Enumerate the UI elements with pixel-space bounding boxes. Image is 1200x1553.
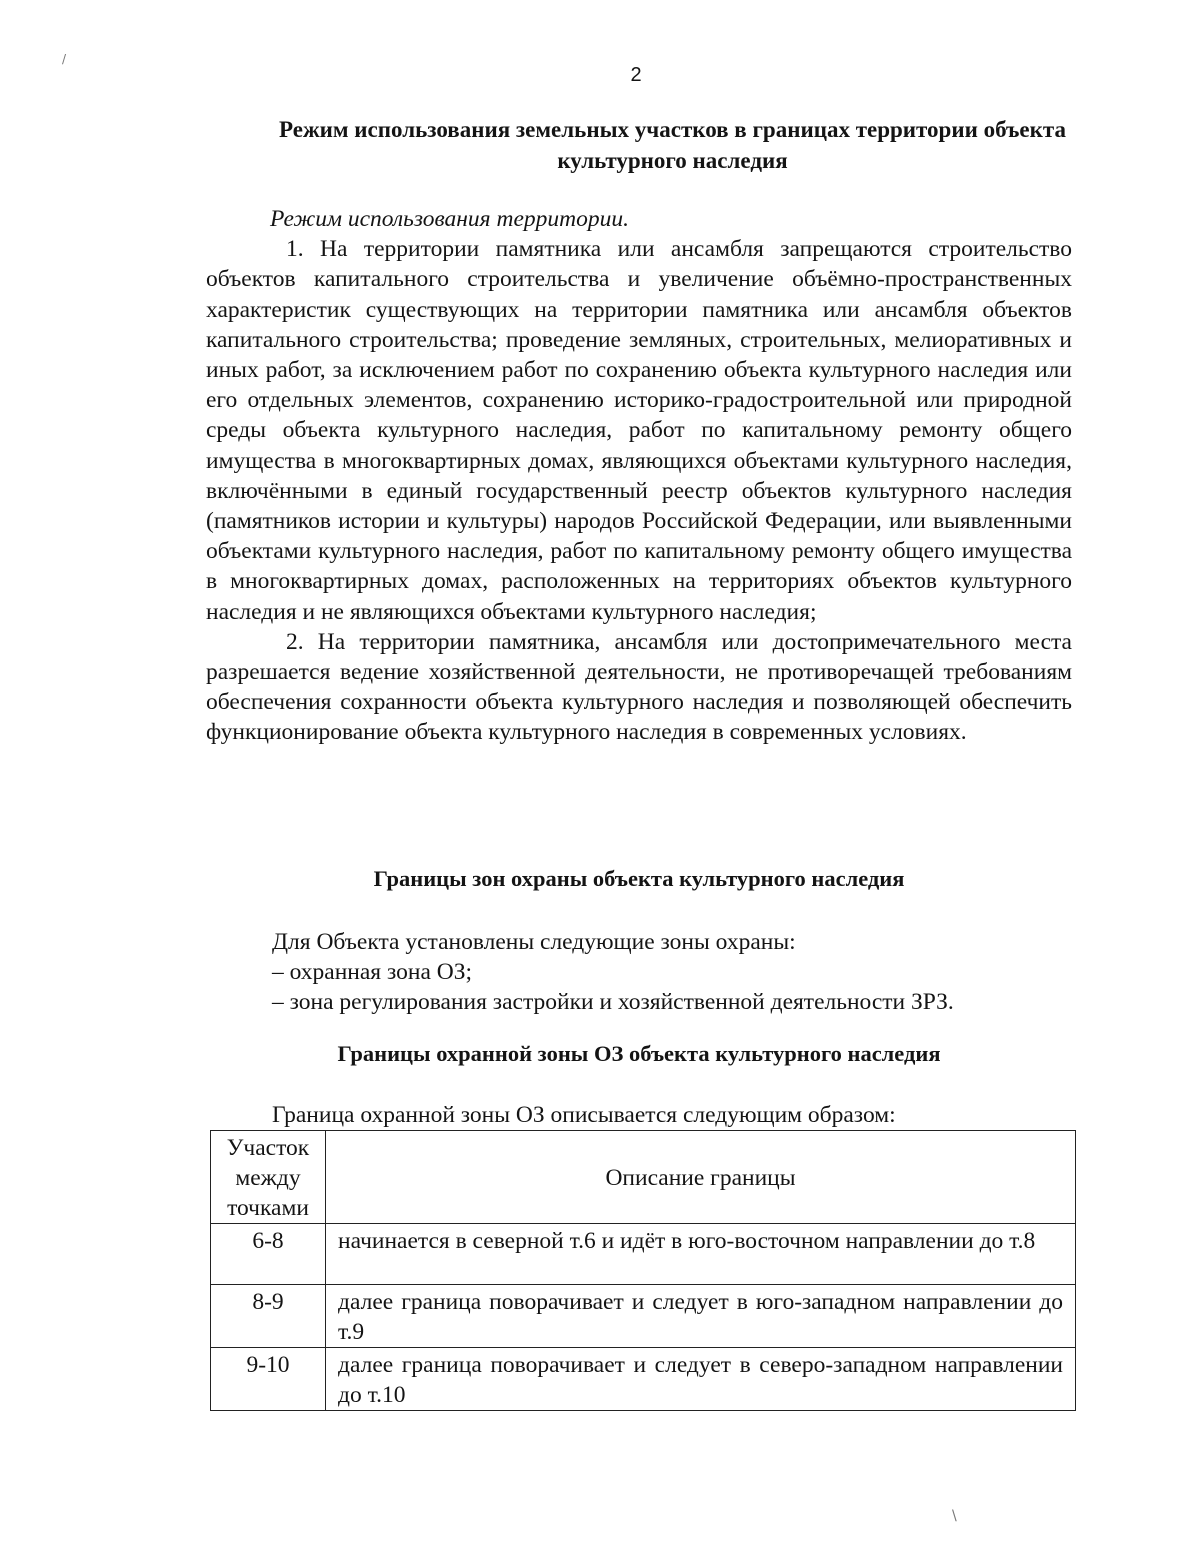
header-segment: Участок между точками — [211, 1131, 326, 1224]
description-cell: далее граница поворачивает и следует в северо-западном направлении до т.10 — [326, 1348, 1076, 1411]
segment-cell: 6-8 — [211, 1224, 326, 1285]
boundary-table — [210, 1130, 1076, 1411]
table-row — [211, 1224, 1076, 1285]
segment-cell: 9-10 — [211, 1348, 326, 1411]
table-row — [211, 1348, 1076, 1411]
zones-list — [272, 927, 1072, 1017]
scan-mark: / — [62, 52, 67, 66]
regime-section — [206, 204, 1072, 748]
segment-cell: 8-9 — [211, 1285, 326, 1348]
description-cell: начинается в северной т.6 и идёт в юго-восточном направлении до т.8 — [326, 1224, 1076, 1285]
scan-mark: \ — [952, 1508, 957, 1524]
zones-intro: Для Объекта установлены следующие зоны охраны: — [272, 929, 796, 955]
zones-item-oz: – охранная зона ОЗ; — [272, 959, 473, 985]
regime-paragraph-1: 1. На территории памятника или ансамбля запрещаются строительство объектов капитального строительства и увеличение объёмно-пространственных характеристик существующих на территории памятника или ансамбля объектов капитального строительства; проведение земляных, строительных, мелиоративных и иных работ, за исключением работ по сохранению объекта культурного наследия или его отдельных элементов, сохранению историко-градостроительной или природной среды объекта культурного наследия, работ по капитальному ремонту общего имущества в многоквартирных домах, являющихся объектами культурного наследия, включёнными в единый государственный реестр объектов культурного наследия (памятников истории и культуры) народов Российской Федерации, или выявленными объектами культурного наследия, работ по капитальному ремонту общего имущества в многоквартирных домах, расположенных на территориях объектов культурного наследия и не являющихся объектами культурного наследия; — [206, 236, 1072, 625]
oz-heading: Границы охранной зоны ОЗ объекта культурного наследия — [337, 1041, 941, 1066]
page-number: 2 — [630, 64, 642, 86]
regime-subtitle: Режим использования территории. — [270, 206, 629, 232]
table-header-row — [211, 1131, 1076, 1224]
header-description: Описание границы — [326, 1131, 1076, 1224]
table-caption: Граница охранной зоны ОЗ описывается следующим образом: — [272, 1102, 896, 1128]
zones-heading: Границы зон охраны объекта культурного наследия — [373, 866, 905, 891]
table-row — [211, 1285, 1076, 1348]
description-cell: далее граница поворачивает и следует в юго-западном направлении до т.9 — [326, 1285, 1076, 1348]
zones-item-zrz: – зона регулирования застройки и хозяйственной деятельности ЗРЗ. — [272, 989, 954, 1015]
regime-paragraph-2: 2. На территории памятника, ансамбля или достопримечательного места разрешается ведение хозяйственной деятельности, не противоречащей требованиям обеспечения сохранности объекта культурного наследия и позволяющей обеспечить функционирование объекта культурного наследия в современных условиях. — [206, 628, 1072, 746]
document-title: Режим использования земельных участков в границах территории объекта культурного наследия — [279, 117, 1066, 173]
